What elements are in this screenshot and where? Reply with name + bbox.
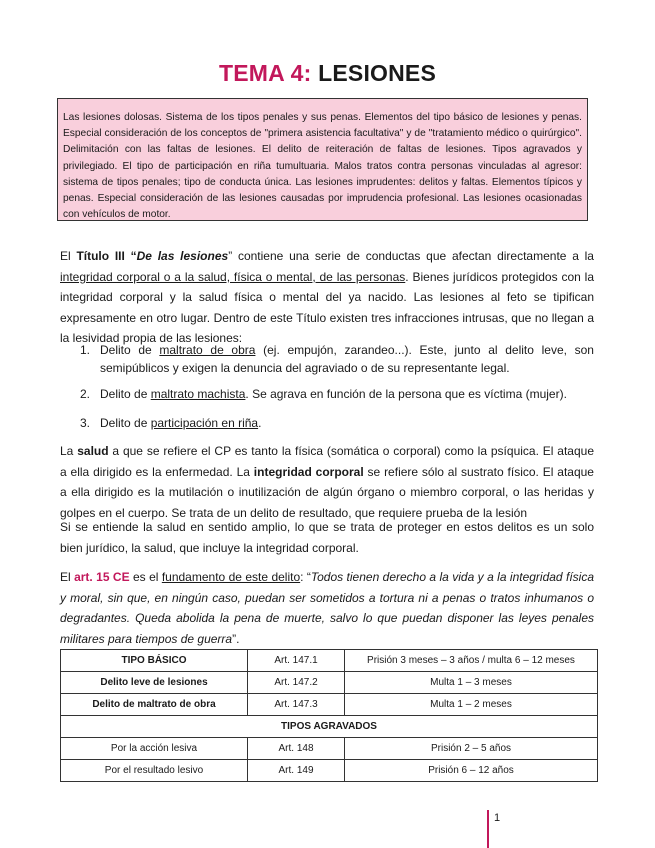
page-title [0,60,655,87]
art15-paragraph: El art. 15 CE es el fundamento de este delito: “Todos tienen derecho a la vida y a la integridad física y moral, sin que, en ningún caso, puedan ser sometidos a tortura ni a penas o tratos inhumanos o degradantes. Queda abolida la pena de muerte, salvo lo que puedan disponer las leyes penales militares para tiempos de guerra”. [60,570,595,646]
penalties-table [60,649,598,782]
agravados-header: TIPOS AGRAVADOS [61,716,598,738]
summary-box: Las lesiones dolosas. Sistema de los tipos penales y sus penas. Elementos del tipo básico de lesiones y penas. Especial consideración de los conceptos de "primera asistencia facultativa" y de "tratamiento médico o quirúrgico". Delimitación con las faltas de lesiones. El delito de reiteración de faltas de lesiones. Tipos agravados y privilegiado. El tipo de participación en riña tumultuaria. Malos tratos contra personas vinculadas al agresor: sistema de tipos penales; tipo de conducta única. Las lesiones imprudentes: delitos y faltas. Elementos típicos y penas. Especial consideración de las lesiones causadas por imprudencia profesional. Las lesiones ocasionadas con vehículos de motor. [57,98,588,221]
table-row [61,716,598,738]
table-row: Delito leve de lesiones Art. 147.2 Multa 1 – 3 meses [61,672,598,694]
intro-paragraph: El Título III “De las lesiones” contiene una serie de conductas que afectan directamente a la integridad corporal o a la salud, física o mental, de las personas. Bienes jurídicos protegidos con la integridad corporal y la salud física o mental del ya nacido. Las lesiones al feto se tipifican expresamente en otro lugar. Dentro de este Título existen tres infracciones intrusas, que no llegan a la lesividad propia de las lesiones: [60,249,594,346]
title-prefix: TEMA 4: [218,60,312,86]
title-main: LESIONES [318,60,437,86]
table-row: Por la acción lesiva Art. 148 Prisión 2 – 5 años [61,738,598,760]
page-number-rule [487,810,489,848]
table-row: Delito de maltrato de obra Art. 147.3 Multa 1 – 2 meses [61,694,598,716]
table-row: Por el resultado lesivo Art. 149 Prisión 6 – 12 años [61,760,598,782]
bien-juridico-paragraph: Si se entiende la salud en sentido amplio, lo que se trata de proteger en estos delitos es un solo bien jurídico, la salud, que incluye la integridad corporal. [60,520,594,555]
page-number: 1 [494,812,501,824]
table-row: TIPO BÁSICO Art. 147.1 Prisión 3 meses – 3 años / multa 6 – 12 meses [61,650,598,672]
salud-paragraph: La salud a que se refiere el CP es tanto la física (somática o corporal) como la psíquica. El ataque a ella dirigido es la enfermedad. La integridad corporal se refiere sólo al sustrato físico. El ataque a ella dirigido es la mutilación o inutilización de algún órgano o miembro corporal, o las heridas y golpes en el cuerpo. Se trata de un delito de resultado, que requiere prueba de la lesión [60,444,594,520]
